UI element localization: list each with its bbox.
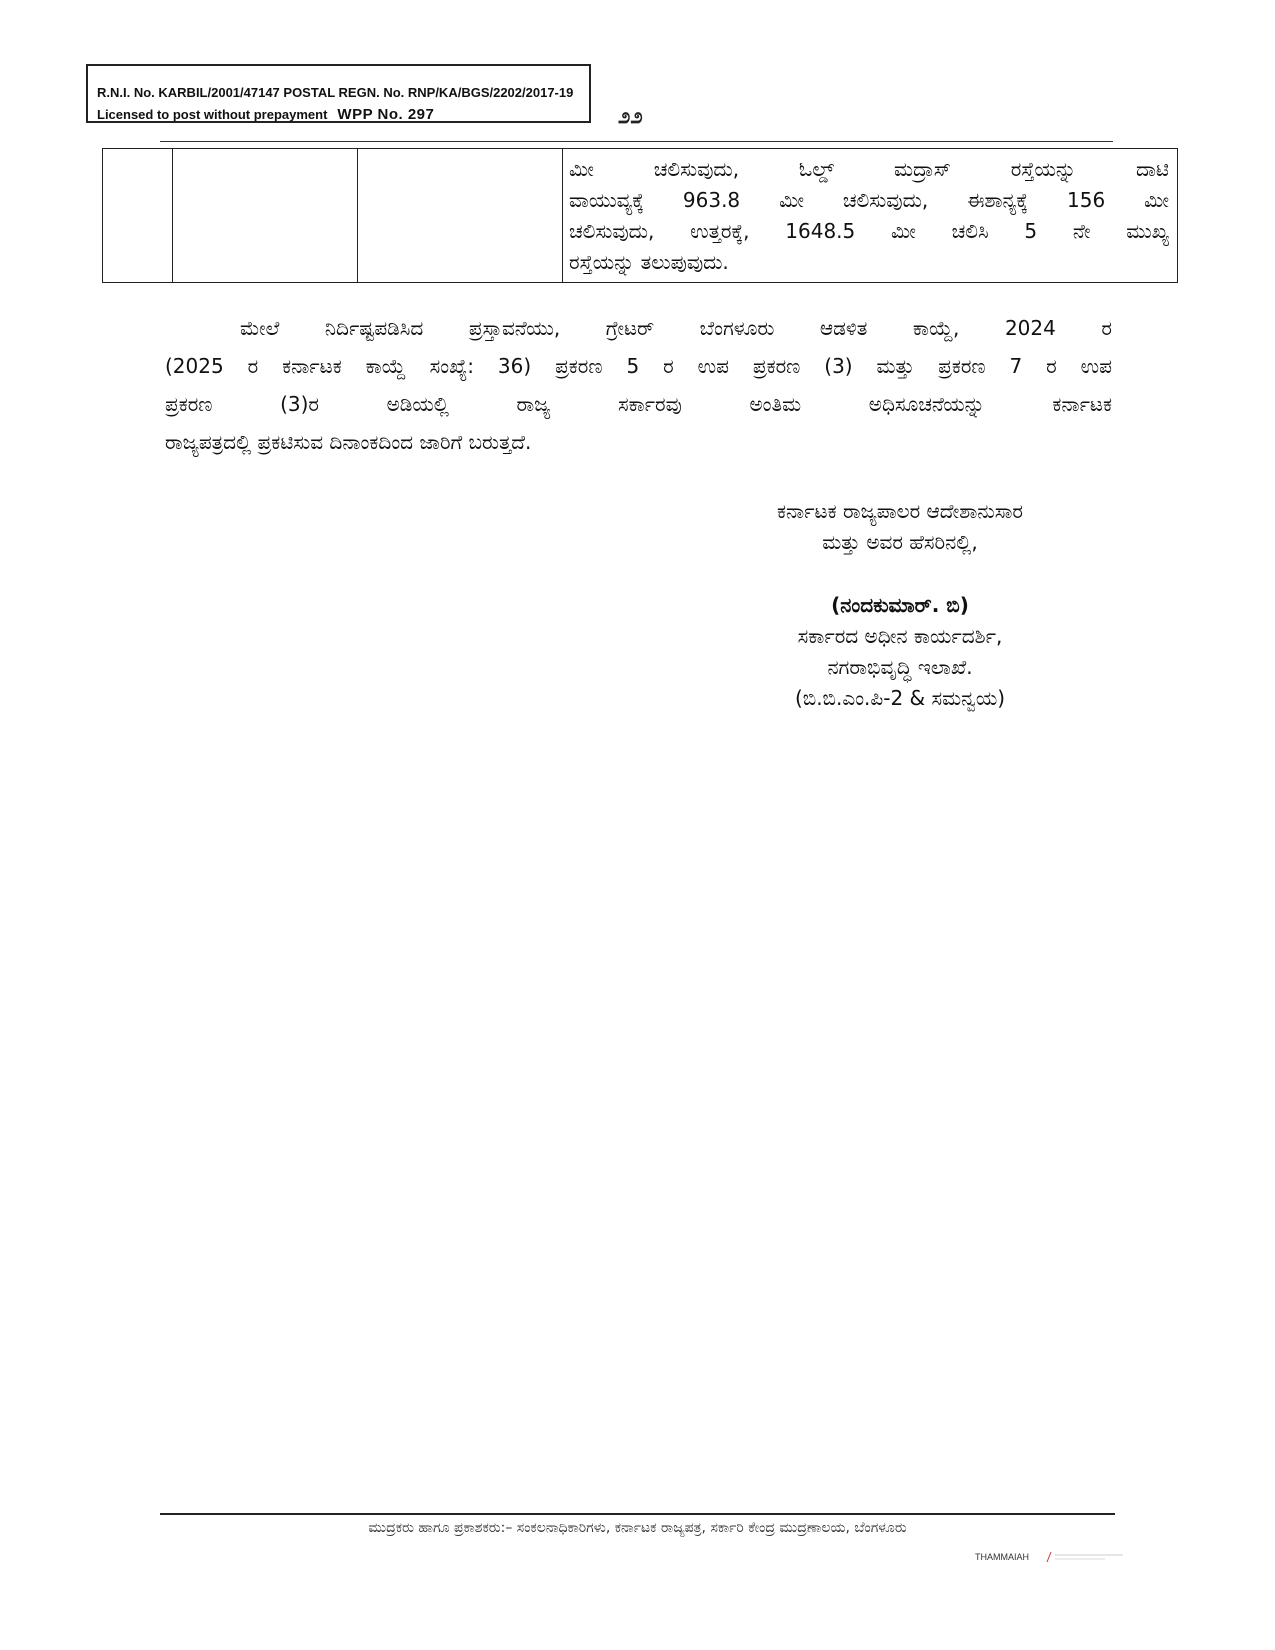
paragraph-line: (2025 ರ ಕರ್ನಾಟಕ ಕಾಯ್ದೆ ಸಂಖ್ಯೆ: 36) ಪ್ರಕರಣ 5 ರ ಉಪ ಪ್ರಕರಣ (3) ಮತ್ತು ಪ್ರಕರಣ 7 ರ ಉಪ <box>165 354 1112 378</box>
paragraph-line: ಮೇಲೆ ನಿರ್ದಿಷ್ಟಪಡಿಸಿದ ಪ್ರಸ್ತಾವನೆಯು, ಗ್ರೇಟರ್ ಬೆಂಗಳೂರು ಆಡಳಿತ ಕಾಯ್ದೆ, 2024 ರ <box>240 316 1112 340</box>
table-row <box>103 149 1178 283</box>
table-cell-serial <box>103 149 173 283</box>
boundary-line: ರಸ್ತೆಯನ್ನು ತಲುಪುವುದು. <box>569 250 729 274</box>
rni-line: R.N.I. No. KARBIL/2001/47147 POSTAL REGN. No. RNP/KA/BGS/2202/2017-19 <box>97 85 574 100</box>
boundary-line: ಚಲಿಸುವುದು, ಉತ್ತರಕ್ಕೆ, 1648.5 ಮೀ ಚಲಿಸಿ 5 ನೇ ಮುಖ್ಯ <box>569 219 1169 243</box>
order-line-2: ಮತ್ತು ಅವರ ಹೆಸರಿನಲ್ಲಿ, <box>822 530 978 554</box>
signatory-department: ನಗರಾಭಿವೃದ್ಧಿ ಇಲಾಖೆ. <box>827 655 973 679</box>
boundary-line: ಮೀ ಚಲಿಸುವುದು, ಓಲ್ಡ್ ಮದ್ರಾಸ್ ರಸ್ತೆಯನ್ನು ದಾಟಿ <box>569 157 1169 181</box>
license-text: Licensed to post without prepayment <box>97 107 328 122</box>
continuation-table <box>102 148 1178 283</box>
boundary-line: ವಾಯುವ್ಯಕ್ಕೆ 963.8 ಮೀ ಚಲಿಸುವುದು, ಈಶಾನ್ಯಕ್ಕೆ 156 ಮೀ <box>569 188 1169 212</box>
registration-box <box>86 64 591 123</box>
signatory-designation: ಸರ್ಕಾರದ ಅಧೀನ ಕಾರ್ಯದರ್ಶಿ, <box>797 624 1003 648</box>
table-cell-ward <box>173 149 358 283</box>
footer-rule <box>160 1513 1115 1515</box>
paragraph-line: ಪ್ರಕರಣ (3)ರ ಅಡಿಯಲ್ಲಿ ರಾಜ್ಯ ಸರ್ಕಾರವು ಅಂತಿಮ ಅಧಿಸೂಚನೆಯನ್ನು ಕರ್ನಾಟಕ <box>165 392 1112 416</box>
signatory-name: (ನಂದಕುಮಾರ್. ಬಿ) <box>831 593 969 617</box>
table-cell-boundary <box>563 149 1178 283</box>
header-rule <box>160 141 1113 142</box>
table-cell-area <box>358 149 563 283</box>
page-number: ೨೨ <box>618 104 643 129</box>
signer-label: THAMMAIAH <box>975 1552 1029 1562</box>
order-line-1: ಕರ್ನಾಟಕ ರಾಜ್ಯಪಾಲರ ಆದೇಶಾನುಸಾರ <box>776 499 1023 523</box>
signatory-section: (ಬಿ.ಬಿ.ಎಂ.ಪಿ-2 & ಸಮನ್ವಯ) <box>794 686 1006 710</box>
paragraph-line: ರಾಜ್ಯಪತ್ರದಲ್ಲಿ ಪ್ರಕಟಿಸುವ ದಿನಾಂಕದಿಂದ ಜಾರಿಗೆ ಬರುತ್ತದೆ. <box>165 430 532 454</box>
digital-signature-mark <box>1045 1550 1125 1564</box>
publisher-footer: ಮುದ್ರಕರು ಹಾಗೂ ಪ್ರಕಾಶಕರು:– ಸಂಕಲನಾಧಿಕಾರಿಗಳು, ಕರ್ನಾಟಕ ರಾಜ್ಯಪತ್ರ, ಸರ್ಕಾರಿ ಕೇಂದ್ರ ಮುದ್ರಣಾಲಯ, ಬೆಂಗಳೂರು <box>368 1520 907 1536</box>
license-line <box>97 104 589 126</box>
wpp-number: WPP No. 297 <box>337 106 435 123</box>
notification-paragraph <box>165 309 1112 461</box>
